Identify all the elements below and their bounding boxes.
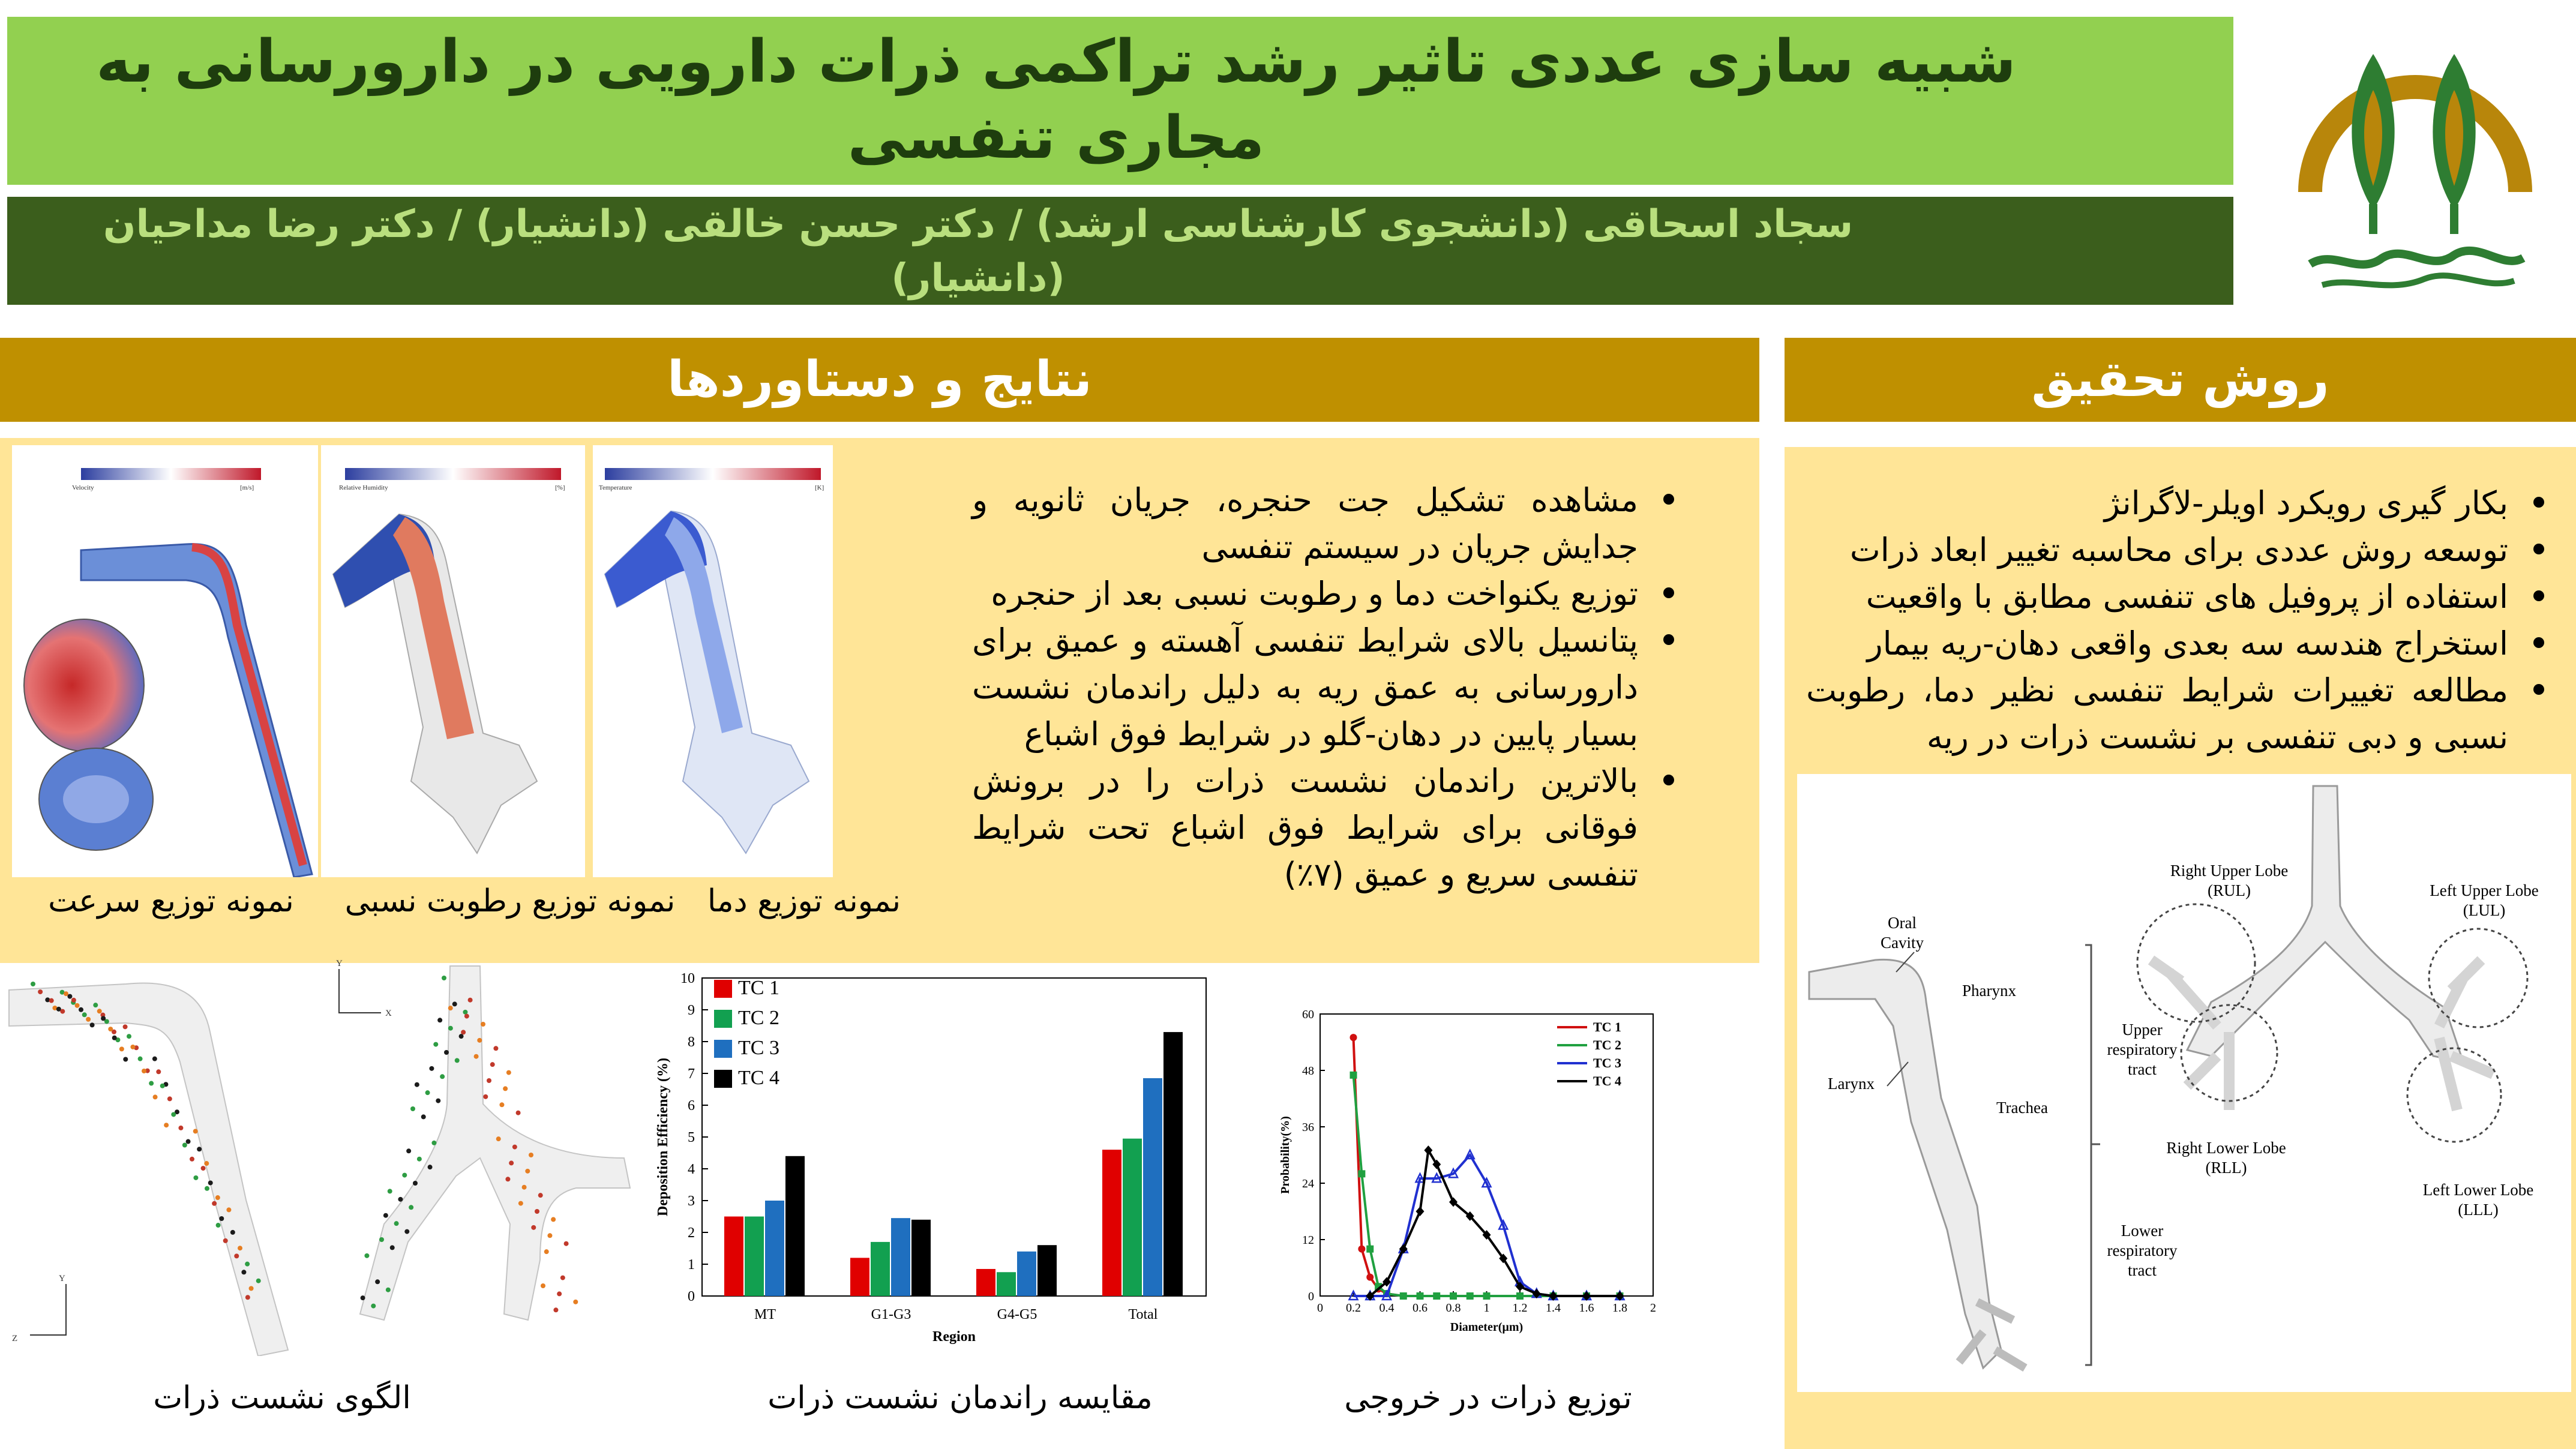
particle-dot	[529, 1153, 533, 1157]
results-bullet: توزیع یکنواخت دما و رطوبت نسبی بعد از حنجره	[972, 571, 1680, 617]
line-marker	[1433, 1292, 1440, 1300]
particle-dot	[164, 1123, 169, 1127]
axis-z-label: Z	[12, 1334, 18, 1343]
results-heading: نتایج و دستاوردها	[0, 338, 1759, 422]
label-lul-abbr: (LUL)	[2463, 901, 2506, 919]
particle-dot	[152, 1057, 157, 1061]
particle-dot	[31, 982, 35, 986]
particle-dot	[190, 1157, 194, 1162]
particle-dot	[234, 1253, 239, 1258]
particle-dot	[402, 1173, 407, 1178]
particle-dot	[193, 1175, 198, 1180]
particle-dot	[205, 1186, 209, 1191]
particle-dot	[553, 1307, 558, 1312]
line-xtick-label: 1.6	[1579, 1301, 1594, 1315]
bar-ytick-label: 0	[688, 1289, 695, 1304]
particle-dot	[505, 1177, 510, 1181]
bar	[1163, 1032, 1183, 1296]
bar-ytick-label: 5	[688, 1130, 695, 1145]
line-series	[1354, 1155, 1620, 1296]
particle-dot	[409, 1205, 413, 1210]
particle-dot	[167, 1096, 172, 1101]
particle-dot	[388, 1189, 392, 1193]
outlet-distribution-chart	[1269, 996, 1677, 1356]
method-bullet: توسعه روش عددی برای محاسبه تغییر ابعاد ذرات	[1806, 527, 2550, 574]
line-marker	[1467, 1292, 1474, 1300]
line-ylabel: Probability(%)	[1279, 1116, 1292, 1194]
particle-dot	[79, 1007, 83, 1012]
particle-dot	[238, 1246, 242, 1250]
particle-dot	[230, 1230, 235, 1235]
bar	[785, 1156, 805, 1296]
method-bullet: استخراج هندسه سه بعدی واقعی دهان-ریه بیمار	[1806, 620, 2550, 667]
particle-dot	[71, 998, 76, 1003]
bar-category-label: MT	[754, 1307, 776, 1322]
results-bullet: مشاهده تشکیل جت حنجره، جریان ثانویه و جدایش جریان در سیستم تنفسی	[972, 477, 1680, 571]
line-legend-label: TC 4	[1593, 1073, 1622, 1088]
results-bullet: بالاترین راندمان نشست ذرات را در برونش فوقانی برای شرایط فوق اشباع تحت شرایط تنفسی سریع و عمیق (۷٪)	[972, 758, 1680, 898]
label-lower-tract-3: tract	[2128, 1261, 2157, 1279]
particle-dot	[406, 1148, 411, 1153]
results-bullets	[972, 477, 1680, 898]
bar	[997, 1272, 1016, 1296]
particle-dot	[496, 1136, 501, 1141]
bar-legend-swatch	[714, 1010, 732, 1028]
line-xtick-label: 0	[1317, 1301, 1323, 1315]
airway-anatomy-diagram	[1797, 774, 2571, 1392]
particle-dot	[60, 1009, 65, 1014]
bar-ytick-label: 4	[688, 1162, 695, 1177]
line-marker	[1417, 1292, 1424, 1300]
particle-dot	[490, 1062, 495, 1067]
temperature-contour-image	[593, 445, 833, 877]
label-lll-abbr: (LLL)	[2458, 1201, 2499, 1219]
particle-dot	[440, 1074, 445, 1079]
line-ytick-label: 24	[1302, 1177, 1314, 1190]
particle-dot	[223, 1238, 228, 1243]
bar	[911, 1220, 931, 1296]
line-xlabel: Diameter(µm)	[1450, 1321, 1524, 1334]
particle-dot	[245, 1262, 250, 1267]
particle-dot	[82, 1012, 87, 1017]
particle-dot	[493, 1046, 498, 1051]
bar-legend-swatch	[714, 1070, 732, 1088]
label-oral: Oral	[1888, 914, 1917, 932]
particle-dot	[544, 1249, 549, 1254]
line-xtick-label: 1.4	[1546, 1301, 1561, 1315]
bar	[1037, 1245, 1057, 1296]
particle-dot	[573, 1300, 578, 1304]
particle-dot	[375, 1279, 380, 1284]
bar-ytick-label: 8	[688, 1034, 695, 1050]
particle-dot	[522, 1185, 527, 1190]
bar	[724, 1217, 743, 1297]
humidity-contour	[321, 445, 585, 877]
bar	[1143, 1078, 1162, 1296]
label-lower-tract-1: Lower	[2121, 1222, 2164, 1240]
results-bullet: پتانسیل بالای شرایط تنفسی آهسته و عمیق برای دارورسانی به عمق ریه به دلیل راندمان نشست بسیار پایین در دهان-گلو در شرایط فوق اشباع	[972, 617, 1680, 758]
bar	[1017, 1252, 1036, 1296]
axis-x-label-lung: X	[385, 1009, 392, 1018]
particle-dot	[474, 1054, 479, 1059]
particle-dot	[481, 1022, 485, 1027]
line-xtick-label: 0.2	[1346, 1301, 1361, 1315]
particle-dot	[468, 998, 473, 1003]
particle-dot	[130, 1045, 135, 1049]
bar	[1123, 1139, 1142, 1296]
label-cavity: Cavity	[1881, 934, 1924, 952]
particle-dot	[193, 1129, 198, 1133]
line-marker	[1358, 1170, 1365, 1177]
particle-dot	[386, 1288, 391, 1292]
particle-dot	[219, 1216, 224, 1221]
line-xtick-label: 0.8	[1446, 1301, 1461, 1315]
bar-ytick-label: 1	[688, 1257, 695, 1273]
caption-deposition-pattern: الگوی نشست ذرات	[153, 1380, 411, 1416]
particle-dot	[452, 1001, 457, 1006]
line-xtick-label: 0.4	[1379, 1301, 1395, 1315]
caption-efficiency: مقایسه راندمان نشست ذرات	[767, 1380, 1153, 1416]
caption-humidity: نمونه توزیع رطوبت نسبی	[344, 883, 676, 919]
caption-temperature: نمونه توزیع دما	[707, 883, 901, 919]
bar-ytick-label: 6	[688, 1098, 695, 1114]
particle-dot	[123, 1024, 128, 1029]
particle-dot	[160, 1084, 165, 1088]
bar	[871, 1242, 890, 1296]
particle-dot	[215, 1195, 220, 1200]
line-marker	[1516, 1292, 1524, 1300]
particle-dot	[204, 1161, 209, 1166]
particle-dot	[413, 1181, 418, 1186]
particle-dot	[93, 1003, 98, 1007]
method-bullet: استفاده از پروفیل های تنفسی مطابق با واقعیت	[1806, 574, 2550, 620]
deposition-pattern-lung	[324, 960, 636, 1332]
particle-dot	[506, 1070, 511, 1075]
particle-dot	[531, 1225, 536, 1230]
temperature-contour	[593, 445, 833, 877]
particle-dot	[371, 1304, 376, 1309]
bar-ytick-label: 10	[680, 971, 695, 986]
method-bullet: بکار گیری رویکرد اویلر-لاگرانژ	[1806, 480, 2550, 527]
particle-dot	[535, 1209, 539, 1214]
particle-dot	[112, 1036, 117, 1040]
bar-ytick-label: 3	[688, 1193, 695, 1209]
line-ytick-label: 48	[1302, 1064, 1314, 1078]
line-ytick-label: 0	[1308, 1290, 1314, 1303]
particle-dot	[142, 1069, 146, 1073]
particle-dot	[101, 1016, 106, 1021]
deposition-pattern-mouth-throat	[6, 966, 318, 1356]
particle-dot	[67, 994, 72, 999]
particle-dot	[186, 1139, 191, 1144]
velocity-contour	[12, 445, 318, 877]
label-rll-abbr: (RLL)	[2205, 1159, 2247, 1177]
label-upper-tract-1: Upper	[2122, 1021, 2163, 1039]
particle-dot	[564, 1241, 569, 1246]
particle-dot	[417, 1157, 422, 1162]
particle-dot	[398, 1197, 403, 1202]
particle-dot	[127, 1034, 131, 1039]
particle-dot	[361, 1295, 365, 1300]
particle-dot	[156, 1069, 161, 1074]
poster-title: شبیه سازی عددی تاثیر رشد تراکمی ذرات دارویی در دارورسانی به مجاری تنفسی	[96, 28, 2016, 173]
line-ytick-label: 60	[1302, 1008, 1314, 1021]
line-marker	[1358, 1246, 1365, 1253]
particle-dot	[518, 1201, 523, 1206]
label-pharynx: Pharynx	[1962, 982, 2016, 1000]
line-marker	[1416, 1207, 1425, 1216]
particle-dot	[444, 1050, 449, 1055]
particle-dot	[464, 1014, 469, 1019]
label-lll: Left Lower Lobe	[2422, 1181, 2534, 1199]
particle-dot	[410, 1106, 415, 1111]
particle-dot	[201, 1166, 206, 1171]
bar-legend-swatch	[714, 980, 732, 998]
bar-ytick-label: 7	[688, 1066, 695, 1082]
axis-y-label-lung: Y	[336, 960, 343, 968]
line-legend-label: TC 3	[1593, 1055, 1622, 1070]
particle-dot	[404, 1229, 409, 1234]
bar	[850, 1258, 869, 1296]
line-marker	[1450, 1292, 1457, 1300]
line-legend-label: TC 2	[1593, 1037, 1622, 1052]
line-series	[1354, 1037, 1620, 1296]
line-ytick-label: 36	[1302, 1121, 1314, 1134]
particle-dot	[509, 1160, 514, 1165]
authors-line: سجاد اسحاقی (دانشجوی کارشناسی ارشد) / دکتر حسن خالقی (دانشیار) / دکتر رضا مداحیان (دانشیار)	[103, 202, 1854, 301]
line-marker	[1366, 1274, 1374, 1281]
label-upper-tract-3: tract	[2128, 1060, 2157, 1078]
bar-ylabel: Deposition Efficiency (%)	[655, 1058, 671, 1216]
line-xtick-label: 1	[1483, 1301, 1490, 1315]
velocity-scale-unit: [m/s]	[240, 484, 254, 491]
line-marker	[1350, 1034, 1357, 1041]
particle-dot	[216, 1223, 221, 1228]
line-marker	[1350, 1072, 1357, 1079]
particle-dot	[557, 1291, 562, 1296]
particle-dot	[428, 1165, 433, 1169]
particle-dot	[551, 1217, 556, 1222]
temperature-scale-label: Temperature	[599, 484, 632, 491]
particle-dot	[560, 1276, 565, 1280]
line-ytick-label: 12	[1302, 1234, 1314, 1247]
label-trachea: Trachea	[1996, 1099, 2048, 1117]
particle-dot	[477, 1038, 482, 1043]
line-marker	[1483, 1292, 1491, 1300]
label-lul: Left Upper Lobe	[2430, 881, 2539, 899]
bar-legend-label: TC 4	[738, 1067, 779, 1089]
particle-dot	[119, 1046, 124, 1051]
bar	[765, 1201, 784, 1296]
particle-dot	[429, 1066, 434, 1071]
particle-dot	[487, 1078, 491, 1083]
axis-y-label: Y	[59, 1274, 65, 1283]
particle-dot	[425, 1090, 430, 1095]
particle-dot	[503, 1086, 508, 1091]
method-heading: روش تحقیق	[1785, 338, 2576, 422]
particle-dot	[97, 1009, 102, 1013]
velocity-contour-image	[12, 445, 318, 877]
line-legend-label: TC 1	[1593, 1019, 1622, 1034]
particle-dot	[516, 1111, 521, 1115]
particle-dot	[415, 1082, 419, 1087]
particle-dot	[108, 1027, 113, 1031]
particle-dot	[75, 1003, 80, 1008]
particle-dot	[541, 1283, 545, 1288]
particle-dot	[197, 1147, 202, 1151]
label-larynx: Larynx	[1828, 1075, 1875, 1093]
label-rul-abbr: (RUL)	[2208, 881, 2251, 899]
particle-dot	[90, 1022, 95, 1027]
particle-dot	[212, 1201, 217, 1206]
particle-dot	[436, 1099, 440, 1103]
line-xtick-label: 0.6	[1413, 1301, 1428, 1315]
bar	[1102, 1150, 1121, 1296]
line-xtick-label: 2	[1650, 1301, 1656, 1315]
particle-dot	[208, 1180, 213, 1185]
particle-dot	[241, 1270, 246, 1274]
bar-legend-label: TC 2	[738, 1007, 779, 1029]
particle-dot	[226, 1207, 231, 1212]
bar-category-label: Total	[1128, 1307, 1158, 1322]
label-rul: Right Upper Lobe	[2170, 862, 2289, 880]
humidity-contour-image	[321, 445, 585, 877]
line-series	[1370, 1150, 1620, 1296]
label-lower-tract-2: respiratory	[2107, 1241, 2178, 1259]
bar-category-label: G4-G5	[997, 1307, 1037, 1322]
particle-dot	[390, 1245, 395, 1250]
particle-dot	[178, 1126, 183, 1130]
particle-dot	[364, 1253, 369, 1258]
particle-dot	[431, 1141, 436, 1145]
deposition-efficiency-chart	[648, 966, 1266, 1350]
particle-dot	[525, 1169, 530, 1174]
particle-dot	[38, 989, 43, 994]
bar-legend-swatch	[714, 1040, 732, 1058]
caption-outlet: توزیع ذرات در خروجی	[1344, 1380, 1632, 1416]
label-upper-tract-2: respiratory	[2107, 1040, 2178, 1058]
label-rll: Right Lower Lobe	[2166, 1139, 2286, 1157]
particle-dot	[499, 1102, 504, 1107]
particle-dot	[256, 1279, 261, 1283]
particle-dot	[123, 1057, 128, 1062]
humidity-scale-unit: [%]	[555, 484, 565, 491]
line-marker	[1366, 1246, 1374, 1253]
particle-dot	[86, 1017, 91, 1022]
particle-dot	[448, 1026, 453, 1031]
bar-ytick-label: 9	[688, 1003, 695, 1018]
bar-category-label: G1-G3	[871, 1307, 911, 1322]
bar	[976, 1269, 995, 1296]
bar	[745, 1217, 764, 1297]
line-xtick-label: 1.8	[1612, 1301, 1627, 1315]
particle-dot	[512, 1145, 517, 1150]
particle-dot	[383, 1213, 388, 1218]
particle-dot	[149, 1081, 154, 1086]
humidity-scale-label: Relative Humidity	[339, 484, 388, 491]
particle-dot	[459, 1034, 464, 1039]
particle-dot	[379, 1237, 384, 1242]
particle-dot	[547, 1233, 552, 1238]
velocity-scale-label: Velocity	[72, 484, 94, 491]
particle-dot	[448, 1006, 453, 1010]
particle-dot	[433, 1042, 438, 1047]
caption-velocity: نمونه توزیع سرعت	[48, 883, 294, 919]
particle-dot	[437, 1018, 442, 1022]
line-marker	[1400, 1292, 1407, 1300]
method-bullets	[1806, 480, 2550, 761]
particle-dot	[171, 1112, 176, 1117]
bar	[891, 1218, 910, 1296]
particle-dot	[249, 1286, 254, 1291]
particle-dot	[455, 1058, 460, 1063]
university-logo	[2286, 12, 2544, 306]
method-bullet: مطالعه تغییرات شرایط تنفسی نظیر دما، رطوبت نسبی و دبی تنفسی بر نشست ذرات در ریه	[1806, 667, 2550, 761]
line-xtick-label: 1.2	[1512, 1301, 1528, 1315]
bar-legend-label: TC 3	[738, 1037, 779, 1059]
particle-dot	[182, 1143, 187, 1148]
particle-dot	[538, 1193, 543, 1198]
particle-dot	[421, 1114, 426, 1119]
particle-dot	[138, 1057, 143, 1061]
particle-dot	[442, 976, 446, 980]
particle-dot	[394, 1221, 399, 1226]
bar-xlabel: Region	[932, 1329, 976, 1345]
particle-dot	[245, 1295, 250, 1300]
bar-legend-label: TC 1	[738, 977, 779, 999]
particle-dot	[483, 1094, 488, 1099]
particle-dot	[153, 1094, 158, 1099]
particle-dot	[49, 998, 54, 1003]
bar-ytick-label: 2	[688, 1225, 695, 1241]
temperature-scale-unit: [K]	[815, 484, 824, 491]
